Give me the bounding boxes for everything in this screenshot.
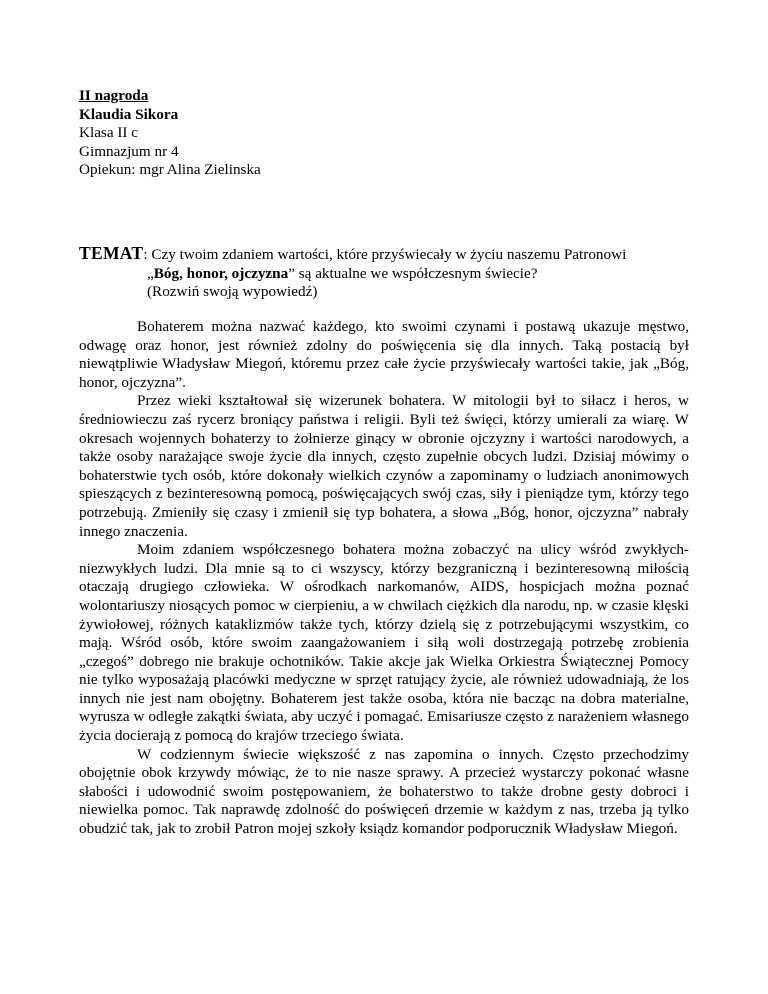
essay-body [79,318,689,839]
topic-line-2 [79,265,699,284]
award-title: II nagroda [79,87,149,104]
student-class: Klasa II c [79,124,139,142]
topic-question-part-2: ” są aktualne we współczesnym świecie? [288,264,538,282]
supervisor-name: Opiekun: mgr Alina Zielinska [79,161,261,179]
topic-line-1 [79,244,699,265]
essay-paragraph: Moim zdaniem współczesnego bohatera można zobaczyć na ulicy wśród zwykłych-niezwykłych ludzi. Dla mnie są to ci wszyscy, którzy bezgraniczną i bezinteresowną miłością otaczają drugiego człowieka. W ośrodkach narkomanów, AIDS, hospicjach można poznać wolontariuszy niosących pomoc w cierpieniu, a w chwilach ciężkich dla narodu, np. w czasie klęski żywiołowej, różnych kataklizmów także tych, którzy dzielą się z potrzebującymi wszystkim, co mają. Wśród osób, które swoim zaangażowaniem i siłą woli dostrzegają potrzebę zrobienia „czegoś” dobrego nie brakuje ochotników. Takie akcje jak Wielka Orkiestra Świątecznej Pomocy nie tylko wyposażają placówki medyczne w sprzęt ratujący życie, ale również udowadniają, że los innych nie jest nam obojętny. Bohaterem jest także osoba, która nie bacząc na dobra materialne, wyrusza w odległe zakątki świata, aby uczyć i pomagać. Emisariusze często z narażeniem własnego życia docierają z pomocą do krajów trzeciego świata. [79,541,689,745]
essay-paragraph: Przez wieki kształtował się wizerunek bohatera. W mitologii był to siłacz i heros, w średniowieczu zaś rycerz broniący państwa i religii. Byli też święci, którzy umierali za wiarę. W okresach wojennych bohaterzy to żołnierze ginący w obronie ojczyzny i wartości narodowych, a także osoby narażające swoje życie dla innych, często zupełnie obcych ludzi. Dzisiaj mówimy o bohaterstwie tych osób, które dokonały wielkich czynów a zapominamy o ludziach anonimowych spieszących z bezinteresowną pomocą, poświęcających swój czas, siły i pieniądze tym, którzy tego potrzebują. Zmieniły się czasy i zmienił się typ bohatera, a słowa „Bóg, honor, ojczyzna” nabrały innego znaczenia. [79,392,689,540]
document-header [79,87,479,180]
topic-instruction: (Rozwiń swoją wypowiedź) [147,283,318,301]
essay-paragraph: Bohaterem można nazwać każdego, kto swoimi czynami i postawą ukazuje męstwo, odwagę oraz honor, jest również zdolny do poświęcenia się dla innych. Taką postacią był niewątpliwie Władysław Miegoń, któremu przez całe życie przyświecały wartości takie, jak „Bóg, honor, ojczyzna”. [79,318,689,391]
topic-question-part-1: : Czy twoim zdaniem wartości, które przyświecały w życiu naszemu Patronowi [143,246,627,263]
topic-label: TEMAT [79,243,144,263]
school-name: Gimnazjum nr 4 [79,142,179,160]
topic-open-quote: „ [147,264,154,282]
topic-motto: Bóg, honor, ojczyzna [153,264,289,282]
student-name: Klaudia Sikora [79,105,179,123]
essay-paragraph: W codziennym świecie większość z nas zapomina o innych. Często przechodzimy obojętnie obok krzywdy mówiąc, że to nie nasze sprawy. A przecież wystarczy pokonać własne słabości i udowodnić swoim postępowaniem, że bohaterstwo to także drobne gesty dobroci i niewielka pomoc. Tak naprawdę zdolność do poświęceń drzemie w każdym z nas, trzeba ją tylko obudzić tak, jak to zrobił Patron mojej szkoły ksiądz komandor podporucznik Władysław Miegoń. [79,745,689,838]
essay-topic [79,244,699,302]
